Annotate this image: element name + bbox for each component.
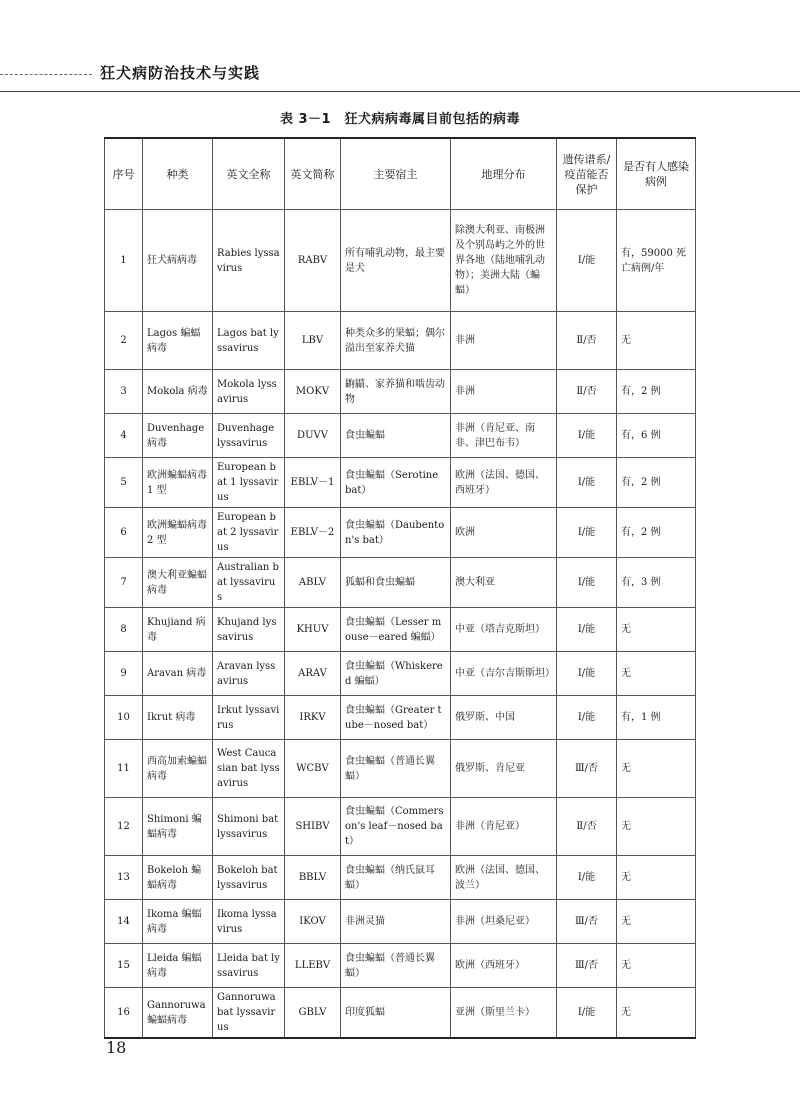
table-cell: 除澳大利亚、南极洲及个别岛屿之外的世界各地（陆地哺乳动物）；美洲大陆（蝙蝠） — [451, 210, 557, 312]
table-cell: 有，3 例 — [617, 558, 696, 608]
table-cell: 中亚（吉尔吉斯斯坦） — [451, 652, 557, 696]
col-header: 英文全称 — [213, 138, 285, 210]
table-cell: Irkut lyssavirus — [213, 696, 285, 740]
table-cell: Khujand lyssavirus — [213, 608, 285, 652]
col-header: 主要宿主 — [341, 138, 451, 210]
table-cell: 无 — [617, 312, 696, 370]
table-cell: Ⅰ/能 — [557, 856, 617, 900]
table-cell: 非洲（肯尼亚、南非、津巴布韦） — [451, 414, 557, 458]
table-cell: Bokeloh 蝙蝠病毒 — [143, 856, 213, 900]
header-rule — [0, 91, 800, 92]
table-cell: 欧洲蝙蝠病毒 2 型 — [143, 508, 213, 558]
table-cell: DUVV — [285, 414, 341, 458]
table-cell: Duvenhage lyssavirus — [213, 414, 285, 458]
table-row — [105, 740, 696, 798]
table-cell: ABLV — [285, 558, 341, 608]
table-cell: Australian bat lyssavirus — [213, 558, 285, 608]
table-cell: 11 — [105, 740, 143, 798]
table-cell: Shimoni bat lyssavirus — [213, 798, 285, 856]
table-cell: ARAV — [285, 652, 341, 696]
table-cell: 有，2 例 — [617, 508, 696, 558]
table-cell: 食虫蝙蝠（Serotine bat） — [341, 458, 451, 508]
table-cell: KHUV — [285, 608, 341, 652]
table-cell: 9 — [105, 652, 143, 696]
table-cell: 4 — [105, 414, 143, 458]
book-title: 狂犬病防治技术与实践 — [100, 64, 261, 82]
table-cell: 无 — [617, 988, 696, 1039]
table-row — [105, 414, 696, 458]
table-row — [105, 798, 696, 856]
table-cell: LBV — [285, 312, 341, 370]
table-cell: IRKV — [285, 696, 341, 740]
col-header: 遗传谱系/疫苗能否保护 — [557, 138, 617, 210]
col-header: 地理分布 — [451, 138, 557, 210]
table-cell: Khujiand 病毒 — [143, 608, 213, 652]
page-number: 18 — [106, 1038, 127, 1057]
table-cell: 无 — [617, 900, 696, 944]
table-cell: 7 — [105, 558, 143, 608]
table-cell: EBLV－1 — [285, 458, 341, 508]
table-cell: 印度狐蝠 — [341, 988, 451, 1039]
table-cell: Gannoruwa 蝙蝠病毒 — [143, 988, 213, 1039]
table-cell: 食虫蝙蝠（纳氏鼠耳蝠） — [341, 856, 451, 900]
table-row — [105, 370, 696, 414]
table-cell: 无 — [617, 652, 696, 696]
table-cell: 1 — [105, 210, 143, 312]
table-row — [105, 856, 696, 900]
table-cell: Ⅰ/能 — [557, 696, 617, 740]
table-cell: 2 — [105, 312, 143, 370]
table-cell: 食虫蝙蝠（Commerson's leaf－nosed bat） — [341, 798, 451, 856]
table-cell: Ⅱ/否 — [557, 312, 617, 370]
table-cell: Duvenhage 病毒 — [143, 414, 213, 458]
table-cell: 欧洲（法国、德国、西班牙） — [451, 458, 557, 508]
table-cell: 8 — [105, 608, 143, 652]
table-cell: 无 — [617, 856, 696, 900]
table-row — [105, 508, 696, 558]
table-cell: Ⅰ/能 — [557, 414, 617, 458]
table-cell: Mokola lyssavirus — [213, 370, 285, 414]
table-cell: 澳大利亚 — [451, 558, 557, 608]
table-cell: West Caucasian bat lyssavirus — [213, 740, 285, 798]
table-cell: 欧洲（西班牙） — [451, 944, 557, 988]
table-row — [105, 988, 696, 1039]
table-row — [105, 558, 696, 608]
table-cell: Ⅰ/能 — [557, 652, 617, 696]
table-cell: 亚洲（斯里兰卡） — [451, 988, 557, 1039]
table-cell: 非洲（坦桑尼亚） — [451, 900, 557, 944]
table-cell: RABV — [285, 210, 341, 312]
table-cell: Rabies lyssavirus — [213, 210, 285, 312]
table-cell: Lagos bat lyssavirus — [213, 312, 285, 370]
table-cell: 食虫蝙蝠（Greater tube－nosed bat） — [341, 696, 451, 740]
table-cell: GBLV — [285, 988, 341, 1039]
table-cell: WCBV — [285, 740, 341, 798]
table-cell: Lagos 蝙蝠病毒 — [143, 312, 213, 370]
table-cell: 5 — [105, 458, 143, 508]
table-cell: Ⅲ/否 — [557, 740, 617, 798]
table-cell: 中亚（塔吉克斯坦） — [451, 608, 557, 652]
table-cell: 食虫蝙蝠（Lesser mouse－eared 蝙蝠） — [341, 608, 451, 652]
table-cell: 非洲 — [451, 312, 557, 370]
table-cell: Ⅱ/否 — [557, 798, 617, 856]
table-cell: 食虫蝙蝠（Whiskered 蝙蝠） — [341, 652, 451, 696]
table-cell: 有，1 例 — [617, 696, 696, 740]
table-cell: Mokola 病毒 — [143, 370, 213, 414]
table-row — [105, 210, 696, 312]
table-caption: 表 3－1 狂犬病病毒属目前包括的病毒 — [279, 112, 521, 127]
table-cell: 食虫蝙蝠（普通长翼蝠） — [341, 740, 451, 798]
table-cell: 16 — [105, 988, 143, 1039]
table-cell: Ikoma 蝙蝠病毒 — [143, 900, 213, 944]
table-cell: 12 — [105, 798, 143, 856]
table-cell: Ikoma lyssavirus — [213, 900, 285, 944]
table-cell: Bokeloh bat lyssavirus — [213, 856, 285, 900]
table-cell: 非洲（肯尼亚） — [451, 798, 557, 856]
table-cell: 狂犬病病毒 — [143, 210, 213, 312]
table-cell: 鼩鼱、家养猫和啮齿动物 — [341, 370, 451, 414]
table-cell: 14 — [105, 900, 143, 944]
table-cell: 种类众多的果蝠；偶尔溢出至家养犬猫 — [341, 312, 451, 370]
lyssavirus-table — [104, 137, 696, 1039]
table-cell: 所有哺乳动物，最主要是犬 — [341, 210, 451, 312]
table-cell: 非洲 — [451, 370, 557, 414]
table-cell: Ikrut 病毒 — [143, 696, 213, 740]
table-cell: 无 — [617, 608, 696, 652]
table-row — [105, 652, 696, 696]
table-cell: 西高加索蝙蝠病毒 — [143, 740, 213, 798]
table-cell: MOKV — [285, 370, 341, 414]
table-cell: 无 — [617, 944, 696, 988]
table-cell: Lleida 蝙蝠病毒 — [143, 944, 213, 988]
table-cell: Shimoni 蝙蝠病毒 — [143, 798, 213, 856]
table-cell: Ⅰ/能 — [557, 558, 617, 608]
table-cell: SHIBV — [285, 798, 341, 856]
table-cell: Ⅰ/能 — [557, 210, 617, 312]
table-cell: Gannoruwa bat lyssavirus — [213, 988, 285, 1039]
table-row — [105, 608, 696, 652]
table-cell: 无 — [617, 798, 696, 856]
table-cell: 15 — [105, 944, 143, 988]
header-dashed-rule — [0, 74, 92, 75]
table-cell: 食虫蝙蝠（Daubenton's bat） — [341, 508, 451, 558]
table-cell: 欧洲蝙蝠病毒 1 型 — [143, 458, 213, 508]
table-cell: 欧洲 — [451, 508, 557, 558]
table-cell: Ⅱ/否 — [557, 370, 617, 414]
table-header-row — [105, 138, 696, 210]
table-row — [105, 312, 696, 370]
table-cell: BBLV — [285, 856, 341, 900]
table-cell: 3 — [105, 370, 143, 414]
table-cell: European bat 1 lyssavirus — [213, 458, 285, 508]
table-cell: Ⅲ/否 — [557, 944, 617, 988]
col-header: 种类 — [143, 138, 213, 210]
table-cell: Aravan lyssavirus — [213, 652, 285, 696]
running-header — [0, 58, 800, 92]
col-header: 序号 — [105, 138, 143, 210]
table-cell: 13 — [105, 856, 143, 900]
table-cell: 食虫蝙蝠（普通长翼蝠） — [341, 944, 451, 988]
table-cell: 非洲灵猫 — [341, 900, 451, 944]
col-header: 是否有人感染病例 — [617, 138, 696, 210]
table-cell: 无 — [617, 740, 696, 798]
table-cell: 6 — [105, 508, 143, 558]
table-cell: 有，2 例 — [617, 370, 696, 414]
table-cell: 欧洲（法国、德国、波兰） — [451, 856, 557, 900]
table-cell: 食虫蝙蝠 — [341, 414, 451, 458]
table-cell: Ⅰ/能 — [557, 988, 617, 1039]
table-cell: Ⅰ/能 — [557, 458, 617, 508]
table-row — [105, 696, 696, 740]
table-row — [105, 944, 696, 988]
table-cell: EBLV－2 — [285, 508, 341, 558]
table-cell: Ⅰ/能 — [557, 608, 617, 652]
col-header: 英文简称 — [285, 138, 341, 210]
table-body — [105, 210, 696, 1039]
table-cell: 有，59000 死亡病例/年 — [617, 210, 696, 312]
table-cell: 有，2 例 — [617, 458, 696, 508]
table-row — [105, 458, 696, 508]
table-cell: 俄罗斯、中国 — [451, 696, 557, 740]
table-cell: Ⅲ/否 — [557, 900, 617, 944]
table-cell: 有，6 例 — [617, 414, 696, 458]
table-cell: 10 — [105, 696, 143, 740]
table-row — [105, 900, 696, 944]
table-cell: Aravan 病毒 — [143, 652, 213, 696]
table-cell: 俄罗斯、肯尼亚 — [451, 740, 557, 798]
table-cell: LLEBV — [285, 944, 341, 988]
table-cell: Lleida bat lyssavirus — [213, 944, 285, 988]
table-cell: European bat 2 lyssavirus — [213, 508, 285, 558]
table-cell: IKOV — [285, 900, 341, 944]
table-cell: 狐蝠和食虫蝙蝠 — [341, 558, 451, 608]
table-cell: 澳大利亚蝙蝠病毒 — [143, 558, 213, 608]
table-cell: Ⅰ/能 — [557, 508, 617, 558]
